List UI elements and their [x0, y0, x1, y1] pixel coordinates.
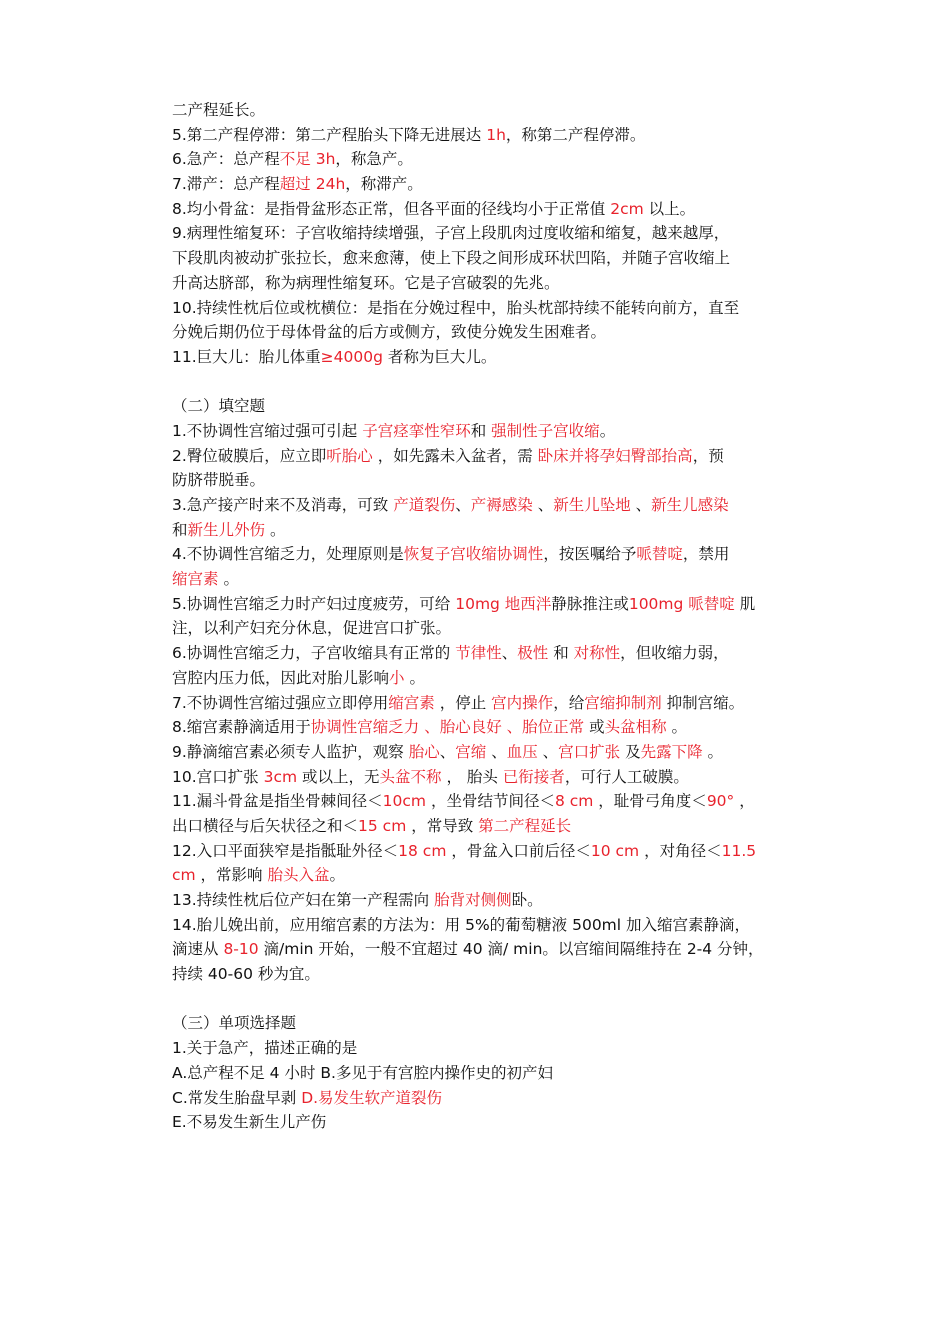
text-run: 10.宫口扩张 [172, 767, 264, 786]
text-line [172, 419, 812, 444]
answer-highlight: 宫缩抑制剂 [584, 693, 662, 712]
text-run: 。 [702, 742, 724, 761]
answer-highlight: 10 cm [590, 841, 640, 860]
text-line [172, 937, 812, 962]
text-run: 12.入口平面狭窄是指骶耻外径＜ [172, 841, 399, 860]
text-run: 8.均小骨盆：是指骨盆形态正常，但各平面的径线均小于正常值 [172, 199, 611, 218]
answer-highlight: 10mg 地西泮 [455, 594, 552, 613]
text-run: ，禁用 [682, 545, 730, 564]
text-run: 抑制宫缩。 [661, 693, 745, 712]
text-run: 、 [455, 496, 471, 514]
text-run: 或以上，无 [297, 767, 380, 786]
text-run: 8.缩宫素静滴适用于 [172, 718, 311, 737]
answer-highlight: 哌替啶 [636, 545, 683, 564]
text-run: 5.第二产程停滞：第二产程胎头下降无进展达 [172, 125, 487, 144]
text-line [172, 271, 812, 296]
text-run: 或 [584, 718, 605, 737]
text-run: 7.不协调性宫缩过强应立即停用 [172, 693, 389, 712]
text-line [172, 468, 812, 493]
text-run: 、 [486, 742, 507, 761]
answer-highlight: 8 cm [554, 792, 594, 811]
answer-highlight: 听胎心 [326, 446, 373, 465]
text-run: ，称滞产。 [345, 175, 423, 194]
answer-highlight: 新生儿感染 [651, 496, 729, 514]
text-line [172, 740, 812, 765]
text-line [172, 147, 812, 172]
text-line [172, 1110, 812, 1135]
text-run: ，常影响 [195, 866, 268, 885]
text-run: 9.静滴缩宫素必须专人监护，观察 [172, 742, 409, 761]
answer-highlight: 头盆不称 [379, 767, 442, 786]
answer-highlight: 新生儿坠地 [553, 496, 631, 514]
text-run: ，称第二产程停滞。 [505, 125, 646, 144]
answer-highlight: 恢复子宫收缩协调性 [403, 545, 544, 564]
answer-highlight: 缩宫素 [388, 693, 435, 712]
answer-highlight: 8-10 [223, 940, 259, 959]
text-line [172, 691, 812, 716]
text-run: 、 [532, 496, 554, 514]
text-line [172, 172, 812, 197]
text-run: 注，以利产妇充分休息，促进宫口扩张。 [172, 619, 452, 638]
text-run: 二产程延长。 [172, 101, 266, 119]
text-run: 者称为巨大儿。 [382, 347, 497, 366]
text-line [172, 542, 812, 567]
answer-highlight: 第二产程延长 [478, 816, 572, 835]
text-line [172, 444, 812, 469]
answer-highlight: 3cm [263, 767, 298, 786]
text-run: 14.胎儿娩出前，应用缩宫素的方法为：用 5%的葡萄糖液 500ml 加入缩宫素静滴， [172, 915, 751, 934]
text-run: 。 [599, 421, 616, 440]
text-run: 10.持续性枕后位或枕横位：是指在分娩过程中，胎头枕部持续不能转向前方，直至 [172, 298, 740, 317]
text-run: ，常导致 [406, 816, 479, 835]
text-run: ，对角径＜ [639, 841, 722, 860]
answer-highlight: 产褥感染 [470, 496, 533, 514]
text-run: ，按医嘱给予 [543, 545, 637, 564]
answer-highlight: 宫口扩张 [558, 742, 621, 761]
text-run: 、 [630, 496, 652, 514]
text-run: 和 [470, 421, 492, 440]
text-line [172, 765, 812, 790]
text-run: 5.协调性宫缩乏力时产妇过度疲劳，可给 [172, 594, 456, 613]
answer-highlight: 已衔接者 [502, 767, 565, 786]
text-run: 。 [666, 718, 688, 737]
text-line [172, 1036, 812, 1061]
text-run: A.总产程不足 4 小时 B.多见于有宫腔内操作史的初产妇 [172, 1063, 553, 1082]
text-line [172, 197, 812, 222]
answer-highlight: 小 [389, 668, 405, 687]
text-line [172, 221, 812, 246]
text-run: 1.不协调性宫缩过强可引起 [172, 421, 363, 440]
text-run: ，停止 [434, 693, 492, 712]
answer-highlight: 宫内操作 [491, 693, 554, 712]
answer-highlight: 90° [706, 792, 735, 811]
section-gap [172, 987, 812, 1012]
text-run: 。 [265, 520, 286, 539]
text-run: 、 [537, 742, 559, 761]
text-run: 升高达脐部，称为病理性缩复环。它是子宫破裂的先兆。 [172, 273, 560, 292]
text-run: ， [734, 792, 755, 811]
answer-highlight: 新生儿外伤 [187, 520, 266, 539]
text-run: 6.急产：总产程 [172, 150, 280, 169]
answer-highlight: 节律性 [455, 644, 502, 663]
answer-highlight: 胎心 [408, 742, 440, 761]
answer-highlight: 2cm [610, 199, 644, 218]
text-run: 、 [439, 742, 456, 761]
text-run: 和 [172, 520, 188, 539]
text-line [172, 296, 812, 321]
text-line [172, 394, 812, 419]
text-run: C.常发生胎盘早剥 [172, 1088, 302, 1107]
answer-highlight: 胎背对侧侧 [434, 891, 512, 909]
answer-highlight: ≥4000g [320, 347, 383, 366]
text-line [172, 641, 812, 666]
text-run: 出口横径与后矢状径之和＜ [172, 816, 359, 835]
answer-highlight: 1h [486, 125, 506, 144]
answer-highlight: 100mg 哌替啶 [628, 594, 735, 613]
single-choice-section [172, 1011, 812, 1134]
text-run: 持续 40-60 秒为宜。 [172, 965, 320, 984]
fill-in-blank-section [172, 394, 812, 987]
answer-highlight: 18 cm [398, 841, 447, 860]
text-line [172, 493, 812, 518]
text-run: 6.协调性宫缩乏力，子宫收缩具有正常的 [172, 644, 456, 663]
text-run: 13.持续性枕后位产妇在第一产程需向 [172, 891, 435, 909]
text-run: 卧。 [511, 891, 543, 909]
text-run: （二）填空题 [172, 397, 266, 416]
answer-highlight: 先露下降 [640, 742, 703, 761]
text-run: 11.巨大儿：胎儿体重 [172, 347, 321, 366]
text-line [172, 913, 812, 938]
answer-highlight: 缩宫素 [172, 570, 219, 589]
text-run: 4.不协调性宫缩乏力，处理原则是 [172, 545, 404, 564]
text-line [172, 962, 812, 987]
text-run: 。 [218, 570, 239, 589]
answer-highlight: 协调性宫缩乏力 、胎心良好 、胎位正常 [310, 718, 585, 737]
answer-highlight: 10cm [382, 792, 427, 811]
text-run: 。 [404, 668, 425, 687]
text-run: 滴/min 开始，一般不宜超过 40 滴/ min。以宫缩间隔维持在 2-4 分钟， [258, 940, 764, 959]
text-run: （三）单项选择题 [172, 1014, 297, 1033]
text-run: ，给 [553, 693, 585, 712]
answer-highlight: 强制性子宫收缩 [491, 421, 600, 440]
answer-highlight: 11.5 [721, 841, 757, 860]
text-line [172, 518, 812, 543]
answer-highlight: 宫缩 [455, 742, 487, 761]
definitions-section [172, 98, 812, 370]
answer-highlight: 超过 24h [279, 175, 346, 194]
text-line [172, 320, 812, 345]
text-run: ， 胎头 [441, 767, 503, 786]
answer-highlight: 胎头入盆 [267, 866, 330, 885]
text-line [172, 616, 812, 641]
answer-highlight: 对称性 [573, 644, 621, 663]
text-run: 肌 [734, 594, 756, 613]
answer-highlight: cm [172, 866, 196, 885]
text-line [172, 1061, 812, 1086]
answer-highlight: 不足 3h [279, 150, 336, 169]
text-run: 防脐带脱垂。 [172, 471, 266, 490]
answer-highlight: 产道裂伤 [393, 496, 456, 514]
text-run: 及 [620, 742, 641, 761]
text-line [172, 98, 812, 123]
text-run: 、 [501, 644, 518, 663]
text-run: E.不易发生新生儿产伤 [172, 1113, 327, 1132]
text-run: 1.关于急产，描述正确的是 [172, 1039, 358, 1058]
text-run: ，预 [692, 446, 724, 465]
text-run: ，称急产。 [335, 150, 413, 169]
text-run: ，骨盆入口前后径＜ [446, 841, 591, 860]
text-run: ，如先露未入盆者，需 [372, 446, 538, 465]
answer-highlight: 头盆相称 [604, 718, 667, 737]
answer-highlight: 子宫痉挛性窄环 [362, 421, 471, 440]
text-run: ，耻骨弓角度＜ [593, 792, 707, 811]
text-run: 滴速从 [172, 940, 224, 959]
answer-highlight: 血压 [506, 742, 538, 761]
text-line [172, 246, 812, 271]
text-line [172, 123, 812, 148]
text-run: 以上。 [643, 199, 696, 218]
text-run: 和 [548, 644, 574, 663]
text-line [172, 789, 812, 814]
answer-highlight: D.易发生软产道裂伤 [301, 1088, 443, 1107]
answer-highlight: 卧床并将孕妇臀部抬高 [537, 446, 693, 465]
text-line [172, 345, 812, 370]
text-run: 7.滞产：总产程 [172, 175, 280, 194]
text-run: 下段肌肉被动扩张拉长，愈来愈薄，使上下段之间形成环状凹陷，并随子宫收缩上 [172, 249, 731, 268]
text-line [172, 814, 812, 839]
text-run: 2.臀位破膜后，应立即 [172, 446, 327, 465]
text-line [172, 839, 812, 864]
text-run: 。 [329, 866, 346, 885]
document-page [172, 98, 812, 1135]
text-line [172, 715, 812, 740]
text-line [172, 1086, 812, 1111]
text-run: ，但收缩力弱， [620, 644, 729, 663]
text-run: ，坐骨结节间径＜ [426, 792, 555, 811]
text-run: ，可行人工破膜。 [564, 767, 689, 786]
text-line [172, 567, 812, 592]
text-line [172, 666, 812, 691]
answer-highlight: 极性 [517, 644, 549, 663]
text-line [172, 888, 812, 913]
section-gap [172, 370, 812, 395]
text-line [172, 1011, 812, 1036]
answer-highlight: 15 cm [358, 816, 407, 835]
text-run: 11.漏斗骨盆是指坐骨棘间径＜ [172, 792, 383, 811]
text-line [172, 863, 812, 888]
text-run: 3.急产接产时来不及消毒，可致 [172, 496, 394, 514]
text-run: 静脉推注或 [551, 594, 629, 613]
text-run: 宫腔内压力低，因此对胎儿影响 [172, 668, 390, 687]
text-line [172, 592, 812, 617]
text-run: 9.病理性缩复环：子宫收缩持续增强，子宫上段肌肉过度收缩和缩复，越来越厚， [172, 224, 730, 243]
text-run: 分娩后期仍位于母体骨盆的后方或侧方，致使分娩发生困难者。 [172, 323, 607, 342]
